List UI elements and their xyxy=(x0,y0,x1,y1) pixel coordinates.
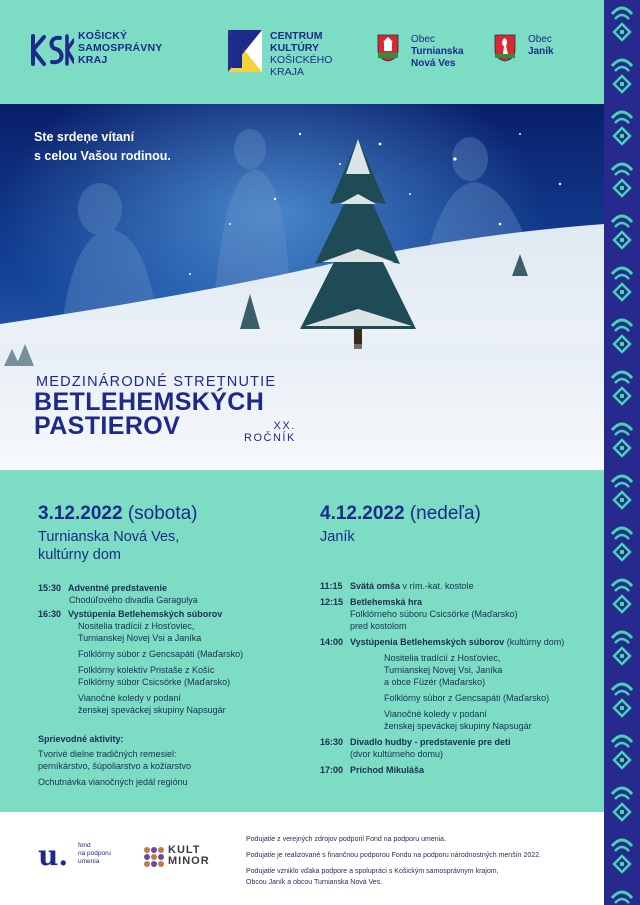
day2-weekday: (nedeľa) xyxy=(409,503,481,524)
support-line: Podujatie je realizované s finančnou podporou Fondu na podporu národnostných menšín 2022. xyxy=(246,852,541,859)
program-detail: Vianočné koledy v podaní xyxy=(78,693,181,703)
ck-bold-line: CENTRUM xyxy=(270,30,323,42)
ck-light-line: KRAJA xyxy=(270,66,304,78)
program-title: Vystúpenia Betlehemských súborov xyxy=(68,609,223,619)
kultminor-logo-text xyxy=(168,845,210,867)
program-time: 17:00 xyxy=(320,765,344,775)
support-line: Podujatie z verejných zdrojov podporil Fond na podporu umenia. xyxy=(246,836,447,843)
program-time: 16:30 xyxy=(38,609,62,619)
program-time: 11:15 xyxy=(320,581,343,591)
fund-logo-line: fond xyxy=(78,842,91,849)
welcome-line: Ste srdeņe vítaní xyxy=(34,130,135,144)
turnianska-crest-icon xyxy=(377,34,399,62)
kultminor-logo-icon xyxy=(143,846,165,868)
ksk-line: KRAJ xyxy=(78,54,108,66)
program-detail: (dvor kultúrneho domu) xyxy=(350,749,444,759)
edition-number: XX. xyxy=(273,420,296,432)
program-detail: Folklórny kolektív Pristaše z Košíc xyxy=(78,665,215,675)
centrum-kultury-text xyxy=(270,30,332,78)
program-detail: Folklórneho súboru Csicsörke (Maďarsko) xyxy=(350,609,518,619)
day2-date-value: 4.12.2022 xyxy=(320,503,405,524)
event-title-line: PASTIEROV xyxy=(34,412,181,440)
day1-date-value: 3.12.2022 xyxy=(38,503,123,524)
program-row xyxy=(320,580,474,593)
program-detail: Turnianskej Novej Vsi a Janíka xyxy=(78,633,202,643)
obec-janik xyxy=(528,34,554,58)
obec-name: Janík xyxy=(528,46,554,57)
janik-crest-icon xyxy=(494,34,516,62)
support-text xyxy=(246,834,541,888)
program-row xyxy=(320,736,511,749)
folk-pattern-icon xyxy=(604,0,640,905)
day1-place xyxy=(38,528,179,564)
day1-date xyxy=(38,503,198,525)
program-detail: Nositelia tradícií z Hosťoviec, xyxy=(384,653,501,663)
side-activity: Tvorivé dielne tradičných remesiel: xyxy=(38,749,177,759)
edition-label xyxy=(244,420,296,444)
program-title-rest: v rím.-kat. kostole xyxy=(400,581,474,591)
kultminor-line: MINOR xyxy=(168,855,210,867)
event-title xyxy=(34,390,264,438)
program-title: Príchod Mikuláša xyxy=(350,765,425,775)
event-title-line: BETLEHEMSKÝCH xyxy=(34,388,265,416)
day1-weekday: (sobota) xyxy=(127,503,198,524)
program-title: Svätá omša xyxy=(350,581,401,591)
program-title: Divadlo hudby - predstavenie pre deti xyxy=(350,737,511,747)
obec-name: Nová Ves xyxy=(411,58,456,69)
program-detail: ženskej speváckej skupiny Napsugár xyxy=(384,721,532,731)
welcome-message xyxy=(34,128,171,166)
program-detail: Turnianskej Novej Vsi, Janíka xyxy=(384,665,503,675)
program-time: 16:30 xyxy=(320,737,344,747)
side-activities-title: Sprievodné aktivity: xyxy=(38,734,124,744)
ksk-line: SAMOSPRÁVNY xyxy=(78,42,163,54)
program-row xyxy=(320,596,422,609)
program-title: Adventné predstavenie xyxy=(68,583,168,593)
program-detail: Folklórny súbor z Gencsapáti (Maďarsko) xyxy=(78,649,244,659)
support-line: Obcou Janík a obcou Turnianska Nová Ves. xyxy=(246,879,383,886)
program-detail: pred kostolom xyxy=(350,621,407,631)
support-line: Podujatie vzniklo vďaka podpore a spolupráci s Košickým samosprávnym krajom, xyxy=(246,868,499,875)
program-row xyxy=(38,582,167,595)
program-detail: Folklórny súbor z Gencsapáti (Maďarsko) xyxy=(384,693,550,703)
day2-date xyxy=(320,503,481,525)
centrum-kultury-logo-icon xyxy=(228,30,262,72)
program-detail: a obce Füzér (Maďarsko) xyxy=(384,677,486,687)
welcome-line: s celou Vašou rodinou. xyxy=(34,149,171,163)
program-detail: Chodúľového divadla Garagulya xyxy=(69,595,198,605)
program-time: 12:15 xyxy=(320,597,344,607)
obec-name: Turnianska xyxy=(411,46,464,57)
fund-logo-mark: u. xyxy=(38,839,69,872)
obec-label: Obec xyxy=(528,34,552,45)
day1-place-line: Turnianska Nová Ves, xyxy=(38,529,180,545)
program-detail: Nositelia tradícií z Hosťoviec, xyxy=(78,621,195,631)
fund-logo-text xyxy=(78,842,111,866)
program-row xyxy=(38,608,222,621)
ksk-line: KOŠICKÝ xyxy=(78,30,128,42)
event-subtitle: MEDZINÁRODNÉ STRETNUTIE xyxy=(36,374,277,390)
decorative-border-strip xyxy=(604,0,640,905)
program-title: Betlehemská hra xyxy=(350,597,423,607)
fund-logo-line: na podporu xyxy=(78,850,111,857)
program-time: 14:00 xyxy=(320,637,344,647)
program-row xyxy=(320,636,564,649)
edition-word: ROČNÍK xyxy=(244,432,296,444)
obec-turnianska xyxy=(411,34,464,70)
ck-bold-line: KULTÚRY xyxy=(270,42,319,54)
program-title: Vystúpenia Betlehemských súborov xyxy=(350,637,505,647)
fund-logo-line: umenia xyxy=(78,858,100,865)
program-row xyxy=(320,764,424,777)
day2-place: Janík xyxy=(320,529,355,545)
obec-label: Obec xyxy=(411,34,435,45)
kultminor-line: KULT xyxy=(168,844,201,856)
ck-light-line: KOŠICKÉHO xyxy=(270,54,333,66)
ksk-logo-text xyxy=(78,30,162,66)
program-time: 15:30 xyxy=(38,583,62,593)
program-detail: Vianočné koledy v podaní xyxy=(384,709,487,719)
program-detail: Folklórny súbor Csicsörke (Maďarsko) xyxy=(78,677,231,687)
side-activity: perníkárstvo, šúpoliarstvo a kožiarstvo xyxy=(38,761,192,771)
ksk-logo-icon xyxy=(30,34,74,66)
program-detail: ženskej speváckej skupiny Napsugár xyxy=(78,705,226,715)
day1-place-line: kultúrny dom xyxy=(38,547,122,563)
side-activity: Ochutnávka vianočných jedál regiónu xyxy=(38,777,188,787)
program-title-rest: (kultúrny dom) xyxy=(504,637,565,647)
